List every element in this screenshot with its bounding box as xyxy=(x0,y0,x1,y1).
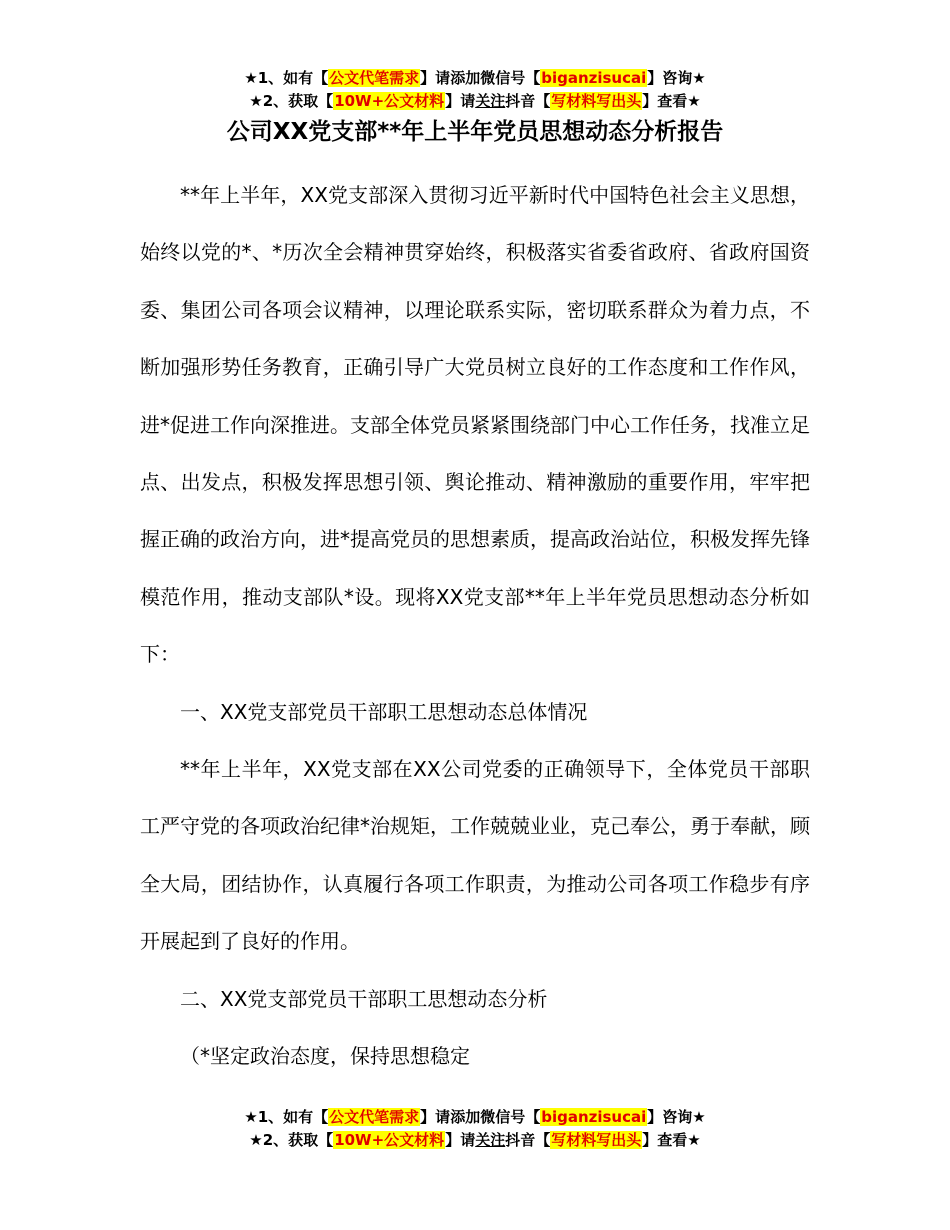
promo-text: 】请 xyxy=(420,69,451,87)
promo-text: 】请 xyxy=(445,1131,476,1149)
promo-highlight-service: 公文代笔需求 xyxy=(329,69,420,87)
promo-line-1 xyxy=(0,1106,950,1129)
promo-emphasis: 关注 xyxy=(475,92,506,110)
promo-text: 抖音【 xyxy=(505,92,551,110)
promo-highlight-service: 公文代笔需求 xyxy=(329,1108,420,1126)
bottom-promo-banner xyxy=(0,1106,950,1152)
promo-emphasis: 添加 xyxy=(450,69,481,87)
promo-highlight-douyin: 写材料写出头 xyxy=(551,1131,642,1149)
promo-line-2 xyxy=(0,1129,950,1152)
document-title: 公司XX党支部**年上半年党员思想动态分析报告 xyxy=(226,119,724,145)
promo-text: 微信号【 xyxy=(480,69,541,87)
promo-line-2 xyxy=(0,90,950,113)
section-heading-2: 二、XX党支部党员干部职工思想动态分析 xyxy=(180,986,548,1011)
promo-text: ★2、获取【 xyxy=(249,1131,334,1149)
promo-highlight-materials: 10W+公文材料 xyxy=(334,1131,445,1149)
promo-text: ★1、如有【 xyxy=(244,69,329,87)
promo-text: 】查看★ xyxy=(642,1131,701,1149)
promo-emphasis: 添加 xyxy=(450,1108,481,1126)
promo-text: 抖音【 xyxy=(505,1131,551,1149)
promo-text: 】请 xyxy=(420,1108,451,1126)
promo-text: ★2、获取【 xyxy=(249,92,334,110)
promo-text: 微信号【 xyxy=(480,1108,541,1126)
promo-emphasis: 关注 xyxy=(475,1131,506,1149)
promo-highlight-douyin: 写材料写出头 xyxy=(551,92,642,110)
document-body xyxy=(140,167,810,1086)
promo-highlight-wechat-id: biganzisucai xyxy=(541,69,647,87)
top-promo-banner xyxy=(0,67,950,113)
body-paragraph: **年上半年，XX党支部深入贯彻习近平新时代中国特色社会主义思想，始终以党的*、*历次全会精神贯穿始终，积极落实省委省政府、省政府国资委、集团公司各项会议精神，以理论联系实际，密切联系群众为着力点，不断加强形势任务教育，正确引导广大党员树立良好的工作态度和工作作风，进*促进工作向深推进。支部全体党员紧紧围绕部门中心工作任务，找准立足点、出发点，积极发挥思想引领、舆论推动、精神激励的重要作用，牢牢把握正确的政治方向，进*提高党员的思想素质，提高政治站位，积极发挥先锋模范作用，推动支部队*设。现将XX党支部**年上半年党员思想动态分析如下： xyxy=(140,183,810,667)
promo-line-1 xyxy=(0,67,950,90)
promo-text: 】咨询★ xyxy=(647,69,706,87)
promo-text: 】咨询★ xyxy=(647,1108,706,1126)
subsection-heading-1: （*坚定政治态度，保持思想稳定 xyxy=(180,1044,470,1069)
promo-highlight-wechat-id: biganzisucai xyxy=(541,1108,647,1126)
promo-text: 】请 xyxy=(445,92,476,110)
promo-highlight-materials: 10W+公文材料 xyxy=(334,92,445,110)
section-heading-1: 一、XX党支部党员干部职工思想动态总体情况 xyxy=(180,699,588,724)
promo-text: ★1、如有【 xyxy=(244,1108,329,1126)
body-paragraph: **年上半年，XX党支部在XX公司党委的正确领导下，全体党员干部职工严守党的各项政治纪律*治规矩，工作兢兢业业，克己奉公，勇于奉献，顾全大局，团结协作，认真履行各项工作职责，为推动公司各项工作稳步有序开展起到了良好的作用。 xyxy=(140,757,810,954)
promo-text: 】查看★ xyxy=(642,92,701,110)
